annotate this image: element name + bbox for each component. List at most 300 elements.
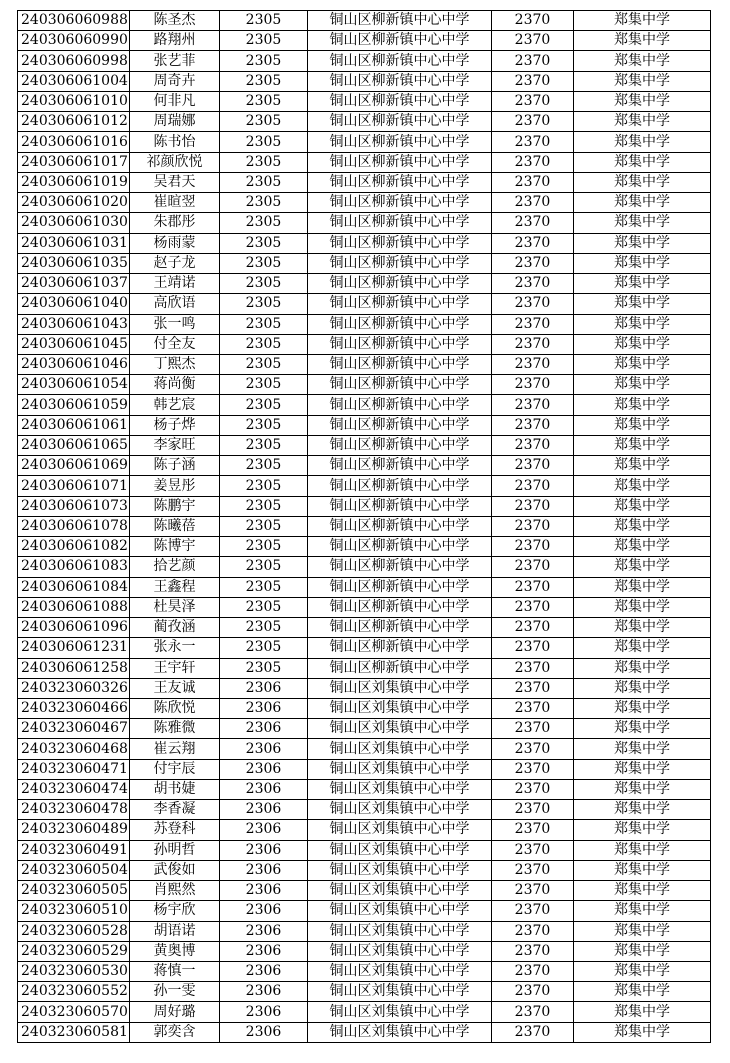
table-row: [18, 435, 711, 455]
target-school-cell: 郑集中学: [574, 213, 711, 233]
target-code-cell: 2370: [492, 213, 574, 233]
school-code-cell: 2305: [220, 112, 308, 132]
exam-id-cell: 240306060990: [18, 31, 130, 51]
student-name-cell: 拾艺颜: [130, 557, 220, 577]
exam-id-cell: 240306061012: [18, 112, 130, 132]
table-row: [18, 537, 711, 557]
school-name-cell: 铜山区刘集镇中心中学: [308, 779, 492, 799]
table-row: [18, 314, 711, 334]
target-code-cell: 2370: [492, 820, 574, 840]
student-name-cell: 高欣语: [130, 294, 220, 314]
school-code-cell: 2306: [220, 678, 308, 698]
school-code-cell: 2306: [220, 921, 308, 941]
target-school-cell: 郑集中学: [574, 678, 711, 698]
target-school-cell: 郑集中学: [574, 91, 711, 111]
target-code-cell: 2370: [492, 516, 574, 536]
table-row: [18, 779, 711, 799]
school-name-cell: 铜山区柳新镇中心中学: [308, 172, 492, 192]
exam-id-cell: 240323060505: [18, 881, 130, 901]
school-code-cell: 2306: [220, 901, 308, 921]
target-school-cell: 郑集中学: [574, 618, 711, 638]
school-name-cell: 铜山区柳新镇中心中学: [308, 253, 492, 273]
target-code-cell: 2370: [492, 678, 574, 698]
exam-id-cell: 240306060998: [18, 51, 130, 71]
school-code-cell: 2305: [220, 91, 308, 111]
school-code-cell: 2306: [220, 759, 308, 779]
table-row: [18, 132, 711, 152]
target-code-cell: 2370: [492, 375, 574, 395]
table-row: [18, 618, 711, 638]
school-code-cell: 2306: [220, 779, 308, 799]
table-row: [18, 71, 711, 91]
target-code-cell: 2370: [492, 941, 574, 961]
school-name-cell: 铜山区柳新镇中心中学: [308, 516, 492, 536]
student-name-cell: 张一鸣: [130, 314, 220, 334]
school-code-cell: 2305: [220, 172, 308, 192]
student-name-cell: 杨宇欣: [130, 901, 220, 921]
target-code-cell: 2370: [492, 476, 574, 496]
school-name-cell: 铜山区刘集镇中心中学: [308, 962, 492, 982]
school-code-cell: 2305: [220, 274, 308, 294]
table-row: [18, 193, 711, 213]
exam-id-cell: 240323060552: [18, 982, 130, 1002]
school-name-cell: 铜山区柳新镇中心中学: [308, 435, 492, 455]
exam-id-cell: 240323060489: [18, 820, 130, 840]
student-name-cell: 胡语诺: [130, 921, 220, 941]
target-code-cell: 2370: [492, 415, 574, 435]
exam-id-cell: 240306061016: [18, 132, 130, 152]
target-code-cell: 2370: [492, 962, 574, 982]
table-row: [18, 638, 711, 658]
school-name-cell: 铜山区柳新镇中心中学: [308, 557, 492, 577]
exam-id-cell: 240306061082: [18, 537, 130, 557]
school-code-cell: 2305: [220, 456, 308, 476]
target-code-cell: 2370: [492, 435, 574, 455]
table-row: [18, 395, 711, 415]
student-name-cell: 付宇辰: [130, 759, 220, 779]
school-name-cell: 铜山区柳新镇中心中学: [308, 537, 492, 557]
school-code-cell: 2305: [220, 618, 308, 638]
target-code-cell: 2370: [492, 233, 574, 253]
exam-id-cell: 240323060529: [18, 941, 130, 961]
student-name-cell: 姜昱彤: [130, 476, 220, 496]
target-school-cell: 郑集中学: [574, 840, 711, 860]
table-row: [18, 112, 711, 132]
school-name-cell: 铜山区刘集镇中心中学: [308, 800, 492, 820]
exam-id-cell: 240306061083: [18, 557, 130, 577]
school-code-cell: 2305: [220, 253, 308, 273]
school-code-cell: 2305: [220, 577, 308, 597]
exam-id-cell: 240306061035: [18, 253, 130, 273]
school-code-cell: 2306: [220, 881, 308, 901]
target-code-cell: 2370: [492, 537, 574, 557]
target-school-cell: 郑集中学: [574, 476, 711, 496]
table-row: [18, 678, 711, 698]
school-name-cell: 铜山区柳新镇中心中学: [308, 375, 492, 395]
student-name-cell: 郭奕含: [130, 1022, 220, 1042]
school-name-cell: 铜山区刘集镇中心中学: [308, 719, 492, 739]
student-name-cell: 孙明哲: [130, 840, 220, 860]
target-school-cell: 郑集中学: [574, 233, 711, 253]
exam-id-cell: 240306061258: [18, 658, 130, 678]
target-code-cell: 2370: [492, 193, 574, 213]
exam-id-cell: 240306060988: [18, 11, 130, 31]
school-name-cell: 铜山区柳新镇中心中学: [308, 132, 492, 152]
school-name-cell: 铜山区柳新镇中心中学: [308, 71, 492, 91]
exam-id-cell: 240323060530: [18, 962, 130, 982]
school-code-cell: 2306: [220, 962, 308, 982]
student-name-cell: 杨子烨: [130, 415, 220, 435]
student-name-cell: 周好璐: [130, 1002, 220, 1022]
admission-table: [17, 10, 711, 1043]
target-school-cell: 郑集中学: [574, 31, 711, 51]
target-code-cell: 2370: [492, 618, 574, 638]
target-school-cell: 郑集中学: [574, 11, 711, 31]
school-name-cell: 铜山区刘集镇中心中学: [308, 921, 492, 941]
school-code-cell: 2305: [220, 415, 308, 435]
school-code-cell: 2305: [220, 537, 308, 557]
target-code-cell: 2370: [492, 112, 574, 132]
school-name-cell: 铜山区柳新镇中心中学: [308, 152, 492, 172]
exam-id-cell: 240306061054: [18, 375, 130, 395]
target-code-cell: 2370: [492, 51, 574, 71]
student-name-cell: 陈曦蓓: [130, 516, 220, 536]
school-name-cell: 铜山区柳新镇中心中学: [308, 334, 492, 354]
target-school-cell: 郑集中学: [574, 71, 711, 91]
table-row: [18, 253, 711, 273]
exam-id-cell: 240306061037: [18, 274, 130, 294]
table-row: [18, 658, 711, 678]
exam-id-cell: 240306061045: [18, 334, 130, 354]
school-name-cell: 铜山区柳新镇中心中学: [308, 415, 492, 435]
school-code-cell: 2305: [220, 658, 308, 678]
school-code-cell: 2305: [220, 31, 308, 51]
student-name-cell: 肖熙然: [130, 881, 220, 901]
table-row: [18, 51, 711, 71]
student-name-cell: 黄奥博: [130, 941, 220, 961]
target-code-cell: 2370: [492, 314, 574, 334]
school-name-cell: 铜山区柳新镇中心中学: [308, 294, 492, 314]
school-name-cell: 铜山区刘集镇中心中学: [308, 698, 492, 718]
table-row: [18, 941, 711, 961]
target-code-cell: 2370: [492, 11, 574, 31]
exam-id-cell: 240306061031: [18, 233, 130, 253]
student-name-cell: 陈鹏宇: [130, 496, 220, 516]
target-code-cell: 2370: [492, 921, 574, 941]
school-name-cell: 铜山区刘集镇中心中学: [308, 982, 492, 1002]
table-row: [18, 860, 711, 880]
target-school-cell: 郑集中学: [574, 597, 711, 617]
table-row: [18, 172, 711, 192]
student-name-cell: 陈书怡: [130, 132, 220, 152]
school-name-cell: 铜山区柳新镇中心中学: [308, 31, 492, 51]
table-row: [18, 476, 711, 496]
school-code-cell: 2306: [220, 800, 308, 820]
table-row: [18, 962, 711, 982]
target-code-cell: 2370: [492, 658, 574, 678]
exam-id-cell: 240323060528: [18, 921, 130, 941]
target-code-cell: 2370: [492, 354, 574, 374]
school-name-cell: 铜山区柳新镇中心中学: [308, 112, 492, 132]
target-code-cell: 2370: [492, 172, 574, 192]
target-school-cell: 郑集中学: [574, 314, 711, 334]
target-school-cell: 郑集中学: [574, 901, 711, 921]
school-name-cell: 铜山区柳新镇中心中学: [308, 193, 492, 213]
table-row: [18, 516, 711, 536]
table-row: [18, 456, 711, 476]
school-name-cell: 铜山区柳新镇中心中学: [308, 91, 492, 111]
school-code-cell: 2305: [220, 476, 308, 496]
exam-id-cell: 240306061010: [18, 91, 130, 111]
table-row: [18, 557, 711, 577]
school-code-cell: 2306: [220, 698, 308, 718]
target-code-cell: 2370: [492, 840, 574, 860]
student-name-cell: 陈子涵: [130, 456, 220, 476]
student-name-cell: 蔺孜涵: [130, 618, 220, 638]
table-row: [18, 719, 711, 739]
target-school-cell: 郑集中学: [574, 435, 711, 455]
exam-id-cell: 240323060474: [18, 779, 130, 799]
target-school-cell: 郑集中学: [574, 921, 711, 941]
target-school-cell: 郑集中学: [574, 881, 711, 901]
target-code-cell: 2370: [492, 71, 574, 91]
school-name-cell: 铜山区柳新镇中心中学: [308, 395, 492, 415]
school-name-cell: 铜山区刘集镇中心中学: [308, 840, 492, 860]
school-code-cell: 2305: [220, 516, 308, 536]
target-school-cell: 郑集中学: [574, 698, 711, 718]
school-code-cell: 2306: [220, 860, 308, 880]
table-row: [18, 1002, 711, 1022]
target-code-cell: 2370: [492, 881, 574, 901]
target-school-cell: 郑集中学: [574, 354, 711, 374]
school-code-cell: 2306: [220, 1002, 308, 1022]
student-name-cell: 陈欣悦: [130, 698, 220, 718]
school-code-cell: 2305: [220, 557, 308, 577]
target-school-cell: 郑集中学: [574, 800, 711, 820]
school-name-cell: 铜山区柳新镇中心中学: [308, 213, 492, 233]
school-code-cell: 2305: [220, 597, 308, 617]
school-name-cell: 铜山区刘集镇中心中学: [308, 678, 492, 698]
target-code-cell: 2370: [492, 1022, 574, 1042]
target-school-cell: 郑集中学: [574, 253, 711, 273]
school-name-cell: 铜山区柳新镇中心中学: [308, 476, 492, 496]
target-code-cell: 2370: [492, 860, 574, 880]
target-code-cell: 2370: [492, 557, 574, 577]
target-school-cell: 郑集中学: [574, 941, 711, 961]
table-row: [18, 840, 711, 860]
table-row: [18, 11, 711, 31]
target-code-cell: 2370: [492, 274, 574, 294]
school-name-cell: 铜山区柳新镇中心中学: [308, 456, 492, 476]
exam-id-cell: 240306061040: [18, 294, 130, 314]
school-code-cell: 2306: [220, 719, 308, 739]
target-school-cell: 郑集中学: [574, 375, 711, 395]
table-row: [18, 334, 711, 354]
student-name-cell: 韩艺宸: [130, 395, 220, 415]
table-row: [18, 274, 711, 294]
exam-id-cell: 240306061020: [18, 193, 130, 213]
exam-id-cell: 240306061061: [18, 415, 130, 435]
student-name-cell: 陈雅微: [130, 719, 220, 739]
target-school-cell: 郑集中学: [574, 132, 711, 152]
school-name-cell: 铜山区刘集镇中心中学: [308, 941, 492, 961]
target-code-cell: 2370: [492, 334, 574, 354]
exam-id-cell: 240323060491: [18, 840, 130, 860]
table-row: [18, 921, 711, 941]
table-row: [18, 31, 711, 51]
school-code-cell: 2306: [220, 1022, 308, 1042]
target-code-cell: 2370: [492, 800, 574, 820]
student-name-cell: 何非凡: [130, 91, 220, 111]
school-name-cell: 铜山区刘集镇中心中学: [308, 881, 492, 901]
exam-id-cell: 240306061073: [18, 496, 130, 516]
school-code-cell: 2305: [220, 213, 308, 233]
target-code-cell: 2370: [492, 759, 574, 779]
student-name-cell: 祁颜欣悦: [130, 152, 220, 172]
student-name-cell: 苏登科: [130, 820, 220, 840]
student-name-cell: 杨雨蒙: [130, 233, 220, 253]
target-school-cell: 郑集中学: [574, 1022, 711, 1042]
school-code-cell: 2305: [220, 354, 308, 374]
exam-id-cell: 240306061046: [18, 354, 130, 374]
school-name-cell: 铜山区柳新镇中心中学: [308, 618, 492, 638]
student-name-cell: 武俊如: [130, 860, 220, 880]
student-name-cell: 杜昊泽: [130, 597, 220, 617]
school-name-cell: 铜山区刘集镇中心中学: [308, 901, 492, 921]
exam-id-cell: 240323060504: [18, 860, 130, 880]
exam-id-cell: 240306061071: [18, 476, 130, 496]
student-name-cell: 蒋尚衡: [130, 375, 220, 395]
student-name-cell: 周瑞娜: [130, 112, 220, 132]
student-name-cell: 王宇轩: [130, 658, 220, 678]
table-row: [18, 800, 711, 820]
target-school-cell: 郑集中学: [574, 516, 711, 536]
table-row: [18, 901, 711, 921]
school-name-cell: 铜山区柳新镇中心中学: [308, 11, 492, 31]
exam-id-cell: 240306061019: [18, 172, 130, 192]
student-name-cell: 吴君天: [130, 172, 220, 192]
target-school-cell: 郑集中学: [574, 982, 711, 1002]
school-name-cell: 铜山区柳新镇中心中学: [308, 233, 492, 253]
exam-id-cell: 240323060478: [18, 800, 130, 820]
school-code-cell: 2306: [220, 941, 308, 961]
exam-id-cell: 240323060510: [18, 901, 130, 921]
student-name-cell: 崔云翔: [130, 739, 220, 759]
exam-id-cell: 240306061069: [18, 456, 130, 476]
table-row: [18, 759, 711, 779]
table-row: [18, 415, 711, 435]
target-code-cell: 2370: [492, 253, 574, 273]
school-code-cell: 2305: [220, 638, 308, 658]
target-code-cell: 2370: [492, 132, 574, 152]
student-name-cell: 陈圣杰: [130, 11, 220, 31]
school-name-cell: 铜山区柳新镇中心中学: [308, 638, 492, 658]
target-school-cell: 郑集中学: [574, 415, 711, 435]
school-code-cell: 2305: [220, 375, 308, 395]
target-school-cell: 郑集中学: [574, 1002, 711, 1022]
table-row: [18, 233, 711, 253]
school-name-cell: 铜山区柳新镇中心中学: [308, 577, 492, 597]
target-code-cell: 2370: [492, 739, 574, 759]
target-school-cell: 郑集中学: [574, 456, 711, 476]
exam-id-cell: 240323060326: [18, 678, 130, 698]
exam-id-cell: 240306061017: [18, 152, 130, 172]
school-code-cell: 2305: [220, 496, 308, 516]
exam-id-cell: 240306061084: [18, 577, 130, 597]
exam-id-cell: 240306061030: [18, 213, 130, 233]
target-school-cell: 郑集中学: [574, 537, 711, 557]
table-row: [18, 354, 711, 374]
school-name-cell: 铜山区刘集镇中心中学: [308, 1002, 492, 1022]
table-row: [18, 294, 711, 314]
target-code-cell: 2370: [492, 31, 574, 51]
target-school-cell: 郑集中学: [574, 577, 711, 597]
target-school-cell: 郑集中学: [574, 334, 711, 354]
school-code-cell: 2305: [220, 152, 308, 172]
school-code-cell: 2305: [220, 51, 308, 71]
table-row: [18, 597, 711, 617]
school-code-cell: 2305: [220, 395, 308, 415]
school-name-cell: 铜山区柳新镇中心中学: [308, 658, 492, 678]
target-school-cell: 郑集中学: [574, 51, 711, 71]
school-name-cell: 铜山区柳新镇中心中学: [308, 51, 492, 71]
student-name-cell: 王友诚: [130, 678, 220, 698]
exam-id-cell: 240306061096: [18, 618, 130, 638]
school-code-cell: 2305: [220, 132, 308, 152]
student-name-cell: 崔暄翌: [130, 193, 220, 213]
table-body: [18, 11, 711, 1043]
exam-id-cell: 240323060581: [18, 1022, 130, 1042]
student-name-cell: 张艺菲: [130, 51, 220, 71]
school-name-cell: 铜山区柳新镇中心中学: [308, 274, 492, 294]
school-code-cell: 2305: [220, 71, 308, 91]
target-school-cell: 郑集中学: [574, 860, 711, 880]
student-name-cell: 王鑫程: [130, 577, 220, 597]
target-code-cell: 2370: [492, 294, 574, 314]
student-name-cell: 胡书婕: [130, 779, 220, 799]
target-code-cell: 2370: [492, 152, 574, 172]
school-name-cell: 铜山区刘集镇中心中学: [308, 759, 492, 779]
exam-id-cell: 240323060467: [18, 719, 130, 739]
exam-id-cell: 240306061059: [18, 395, 130, 415]
student-name-cell: 孙一雯: [130, 982, 220, 1002]
target-school-cell: 郑集中学: [574, 112, 711, 132]
exam-id-cell: 240323060471: [18, 759, 130, 779]
target-code-cell: 2370: [492, 456, 574, 476]
student-name-cell: 赵子龙: [130, 253, 220, 273]
exam-id-cell: 240306061065: [18, 435, 130, 455]
target-code-cell: 2370: [492, 577, 574, 597]
target-school-cell: 郑集中学: [574, 172, 711, 192]
target-code-cell: 2370: [492, 982, 574, 1002]
target-school-cell: 郑集中学: [574, 719, 711, 739]
student-name-cell: 丁熙杰: [130, 354, 220, 374]
target-school-cell: 郑集中学: [574, 638, 711, 658]
student-name-cell: 路翔州: [130, 31, 220, 51]
exam-id-cell: 240323060466: [18, 698, 130, 718]
table-row: [18, 375, 711, 395]
exam-id-cell: 240306061078: [18, 516, 130, 536]
target-code-cell: 2370: [492, 597, 574, 617]
table-row: [18, 739, 711, 759]
target-school-cell: 郑集中学: [574, 294, 711, 314]
exam-id-cell: 240306061043: [18, 314, 130, 334]
target-school-cell: 郑集中学: [574, 395, 711, 415]
school-code-cell: 2306: [220, 739, 308, 759]
table-row: [18, 496, 711, 516]
table-row: [18, 213, 711, 233]
target-code-cell: 2370: [492, 91, 574, 111]
